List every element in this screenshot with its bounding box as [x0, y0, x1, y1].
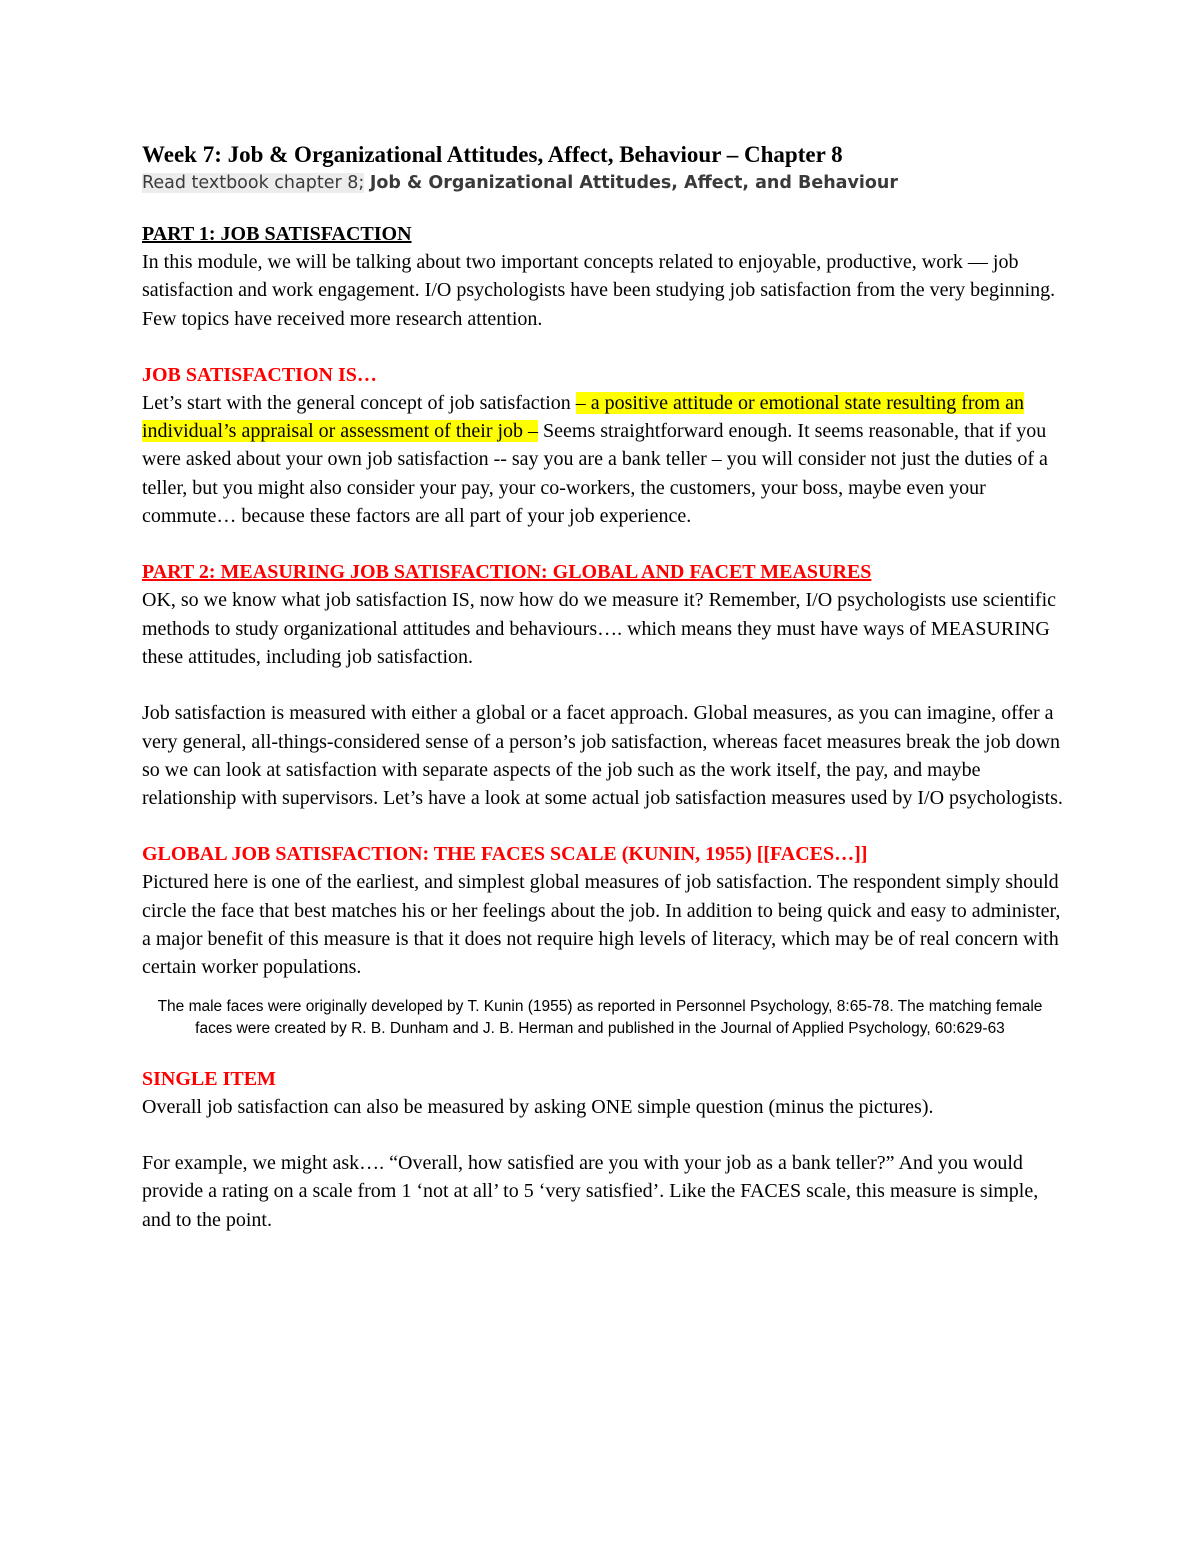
- page-title: Week 7: Job & Organizational Attitudes, Affect, Behaviour – Chapter 8: [142, 142, 843, 167]
- faces-scale-paragraph: Pictured here is one of the earliest, and simplest global measures of job satisfaction. The respondent simply should circle the face that best matches his or her feelings about the job. In addition to being quick and easy to administer, a major benefit of this measure is that it does not require high levels of literacy, which may be of real concern with certain worker populations.: [142, 871, 1061, 979]
- part2-paragraph-2: Job satisfaction is measured with either a global or a facet approach. Global measures, as you can imagine, offer a very general, all-things-considered sense of a person’s job satisfaction, whereas facet measures break the job down so we can look at satisfaction with separate aspects of the job such as the work itself, the pay, and maybe relationship with supervisors. Let’s have a look at some actual job satisfaction measures used by I/O psychologists.: [142, 702, 1063, 810]
- single-item-paragraph-2: For example, we might ask…. “Overall, how satisfied are you with your job as a bank teller?” And you would provide a rating on a scale from 1 ‘not at all’ to 5 ‘very satisfied’. Like the FACES scale, this measure is simple, and to the point.: [142, 1151, 1039, 1231]
- definition-explanation: Seems straightforward enough. It seems reasonable, that if you were asked about your own job satisfaction -- say you are a bank teller – you will consider not just the duties of a teller, but you might also consider your pay, your co-workers, the customers, your boss, maybe even your commute… because these factors are all part of your job experience.: [142, 420, 1048, 528]
- single-item-paragraph-1: Overall job satisfaction can also be measured by asking ONE simple question (minus the pictures).: [142, 1095, 934, 1118]
- reading-assignment: [142, 170, 1070, 196]
- faces-scale-heading: GLOBAL JOB SATISFACTION: THE FACES SCALE (KUNIN, 1955) [[FACES…]]: [142, 843, 868, 866]
- part2-heading: PART 2: MEASURING JOB SATISFACTION: GLOBAL AND FACET MEASURES: [142, 561, 872, 584]
- highlighted-definition: – a positive attitude or emotional state resulting from an individual’s appraisal or assessment of their job –: [142, 391, 1024, 443]
- job-satisfaction-definition-paragraph: [142, 389, 1070, 530]
- reading-instruction: Read textbook chapter 8;: [142, 173, 365, 193]
- part1-heading: PART 1: JOB SATISFACTION: [142, 223, 412, 245]
- chapter-title: Job & Organizational Attitudes, Affect, and Behaviour: [369, 173, 898, 193]
- part1-paragraph: In this module, we will be talking about two important concepts related to enjoyable, productive, work — job satisfaction and work engagement. I/O psychologists have been studying job satisfaction from the very beginning. Few topics have received more research attention.: [142, 251, 1056, 330]
- job-satisfaction-is-heading: JOB SATISFACTION IS…: [142, 363, 377, 386]
- definition-intro: Let’s start with the general concept of job satisfaction: [142, 391, 576, 414]
- part2-paragraph-1: OK, so we know what job satisfaction IS, now how do we measure it? Remember, I/O psychologists use scientific methods to study organizational attitudes and behaviours…. which means they must have ways of MEASURING these attitudes, including job satisfaction.: [142, 589, 1057, 668]
- faces-caption: The male faces were originally developed by T. Kunin (1955) as reported in Personnel Psychology, 8:65-78. The matching female faces were created by R. B. Dunham and J. B. Herman and published in the Journal of Applied Psychology, 60:629-63: [157, 997, 1043, 1038]
- single-item-heading: SINGLE ITEM: [142, 1067, 276, 1090]
